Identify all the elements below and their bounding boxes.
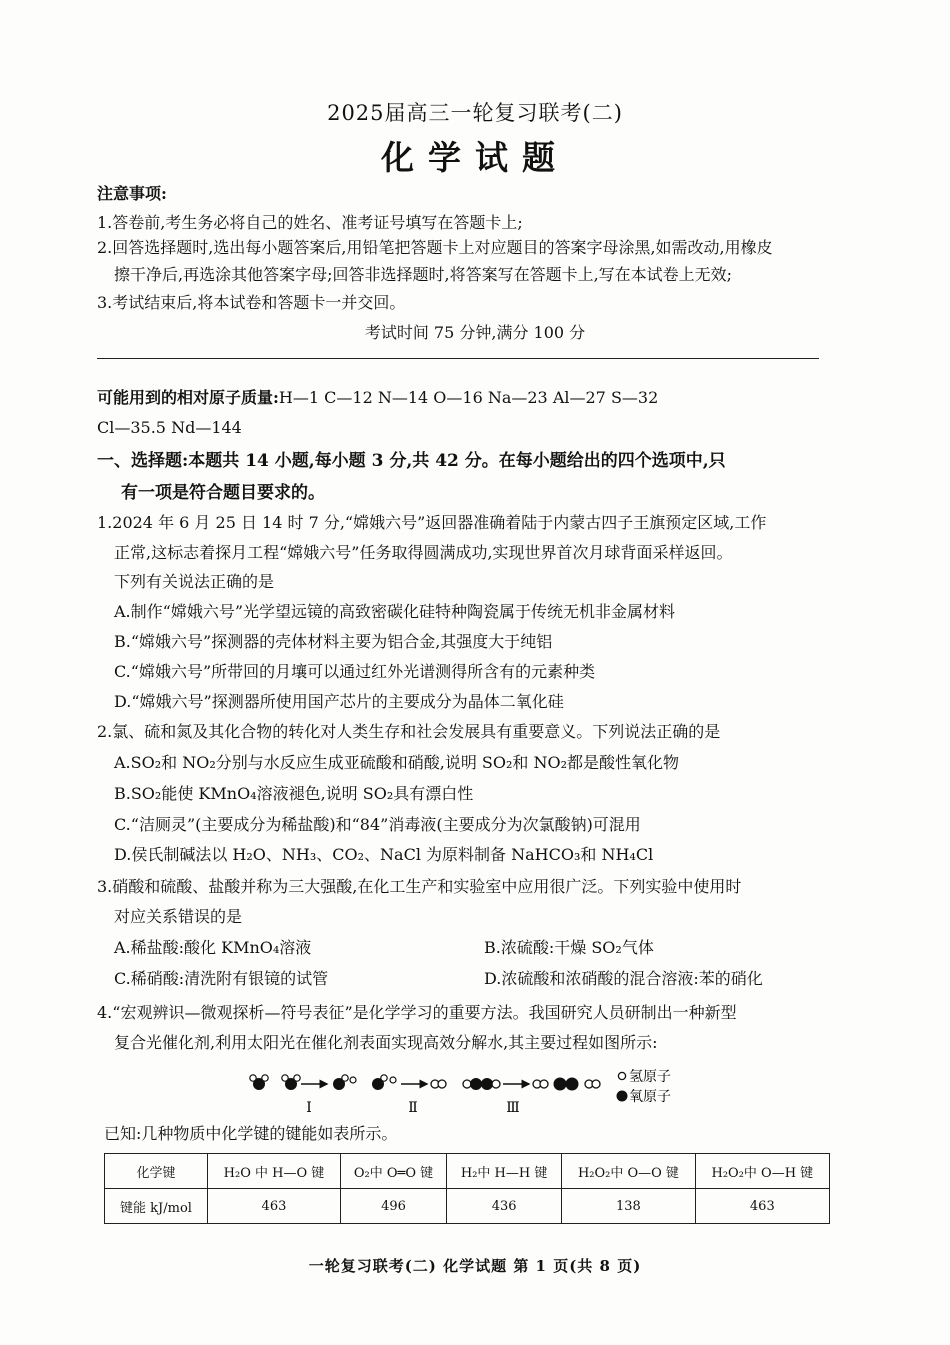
table-cell: 496: [340, 1189, 446, 1224]
q1-option-d: D.“嫦娥六号”探测器所使用国产芯片的主要成分为晶体二氧化硅: [114, 692, 564, 711]
section-1-instruction-cont: 有一项是符合题目要求的。: [121, 483, 325, 503]
reaction-steps-figure: [245, 1064, 695, 1120]
table-column-header: O₂中 O═O 键: [340, 1154, 446, 1189]
table-column-header: H₂O₂中 O—H 键: [695, 1154, 829, 1189]
table-header-energy: 键能 kJ/mol: [105, 1189, 208, 1224]
q1-stem-3: 下列有关说法正确的是: [114, 572, 275, 591]
table-column-header: H₂中 H—H 键: [447, 1154, 562, 1189]
atomic-mass-line-1: [97, 383, 658, 413]
divider-line: [97, 358, 819, 359]
water-molecule-1: [250, 1075, 268, 1090]
q2-stem: 2.氯、硫和氮及其化合物的转化对人类生存和社会发展具有重要意义。下列说法正确的是: [97, 722, 721, 741]
step-1-products: [333, 1075, 396, 1090]
q2-option-b: B.SO₂能使 KMnO₄溶液褪色,说明 SO₂具有漂白性: [114, 784, 474, 803]
hydrogen-atom-legend-icon: [618, 1072, 625, 1079]
step-label-2: Ⅱ: [408, 1100, 418, 1116]
notice-heading: 注意事项:: [97, 184, 167, 203]
q4-known-text: 已知:几种物质中化学键的键能如表所示。: [104, 1124, 398, 1143]
hydrogen-molecule-1: [431, 1080, 446, 1088]
table-cell: 138: [562, 1189, 695, 1224]
table-header-bond: 化学键: [105, 1154, 208, 1189]
q1-stem-1: 1.2024 年 6 月 25 日 14 时 7 分,“嫦娥六号”返回器准确着陆于内蒙古四子王旗预定区域,工作: [97, 513, 767, 532]
q3-stem-2: 对应关系错误的是: [114, 907, 243, 926]
page-footer: 一轮复习联考(二) 化学试题 第 1 页(共 8 页): [308, 1257, 642, 1275]
water-splitting-diagram: [245, 1064, 695, 1120]
hydrogen-molecule-3: [585, 1080, 600, 1088]
oxygen-atom-legend-icon: [617, 1091, 628, 1102]
atomic-mass-line-2: Cl—35.5 Nd—144: [97, 418, 242, 437]
q3-option-b: B.浓硫酸:干燥 SO₂气体: [484, 938, 654, 957]
q2-option-c: C.“洁厕灵”(主要成分为稀盐酸)和“84”消毒液(主要成分为次氯酸钠)可混用: [114, 815, 641, 834]
exam-time-score: 考试时间 75 分钟,满分 100 分: [364, 323, 586, 342]
q3-stem-1: 3.硝酸和硫酸、盐酸并称为三大强酸,在化工生产和实验室中应用很广泛。下列实验中使用时: [97, 877, 742, 896]
table-row: [105, 1189, 830, 1224]
section-1-instruction: 一、选择题:本题共 14 小题,每小题 3 分,共 42 分。在每小题给出的四个选项中,只: [97, 451, 726, 471]
q4-stem-2: 复合光催化剂,利用太阳光在催化剂表面实现高效分解水,其主要过程如图所示:: [114, 1033, 658, 1052]
q1-option-a: A.制作“嫦娥六号”光学望远镜的高致密碳化硅特种陶瓷属于传统无机非金属材料: [114, 602, 676, 621]
table-column-header: H₂O 中 H—O 键: [208, 1154, 341, 1189]
q1-option-b: B.“嫦娥六号”探测器的壳体材料主要为铝合金,其强度大于纯铝: [114, 632, 553, 651]
table-row: [105, 1154, 830, 1189]
notice-item-2-cont: 擦干净后,再选涂其他答案字母;回答非选择题时,将答案写在答题卡上,写在本试卷上无效;: [114, 265, 733, 284]
table-column-header: H₂O₂中 O—O 键: [562, 1154, 695, 1189]
q1-option-c: C.“嫦娥六号”所带回的月壤可以通过红外光谱测得所含有的元素种类: [114, 662, 596, 681]
q3-option-c: C.稀硝酸:清洗附有银镜的试管: [114, 969, 329, 988]
atomic-mass-label: 可能用到的相对原子质量:: [97, 388, 279, 407]
step-label-3: Ⅲ: [506, 1100, 520, 1116]
q1-stem-2: 正常,这标志着探月工程“嫦娥六号”任务取得圆满成功,实现世界首次月球背面采样返回。: [114, 543, 733, 562]
notice-item-3: 3.考试结束后,将本试卷和答题卡一并交回。: [97, 293, 406, 312]
hydrogen-molecule-2: [533, 1080, 548, 1088]
q4-stem-1: 4.“宏观辨识—微观探析—符号表征”是化学学习的重要方法。我国研究人员研制出一种新型: [97, 1003, 737, 1022]
oxygen-molecule: [554, 1078, 579, 1091]
notice-item-2: 2.回答选择题时,选出每小题答案后,用铅笔把答题卡上对应题目的答案字母涂黑,如需改动,用橡皮: [97, 238, 773, 257]
table-cell: 463: [695, 1189, 829, 1224]
exam-title: 2025届高三一轮复习联考(二): [327, 101, 623, 125]
step-label-1: Ⅰ: [306, 1100, 312, 1116]
legend-oxygen-label: 氧原子: [629, 1089, 671, 1105]
legend-hydrogen-label: 氢原子: [629, 1069, 671, 1085]
table-cell: 463: [208, 1189, 341, 1224]
subject-title: 化学试题: [381, 138, 569, 177]
atomic-mass-values: H—1 C—12 N—14 O—16 Na—23 Al—27 S—32: [278, 388, 659, 407]
notice-item-1: 1.答卷前,考生务必将自己的姓名、准考证号填写在答题卡上;: [97, 213, 523, 232]
hydrogen-peroxide-molecule: [463, 1078, 500, 1090]
bond-energy-table: [104, 1153, 830, 1224]
q2-option-d: D.侯氏制碱法以 H₂O、NH₃、CO₂、NaCl 为原料制备 NaHCO₃和 NH₄Cl: [114, 845, 654, 864]
table-cell: 436: [447, 1189, 562, 1224]
q3-option-a: A.稀盐酸:酸化 KMnO₄溶液: [114, 938, 312, 957]
water-molecule-2: [282, 1075, 300, 1090]
q3-option-d: D.浓硫酸和浓硝酸的混合溶液:苯的硝化: [484, 969, 763, 988]
q2-option-a: A.SO₂和 NO₂分别与水反应生成亚硫酸和硝酸,说明 SO₂和 NO₂都是酸性氧化物: [114, 753, 680, 772]
